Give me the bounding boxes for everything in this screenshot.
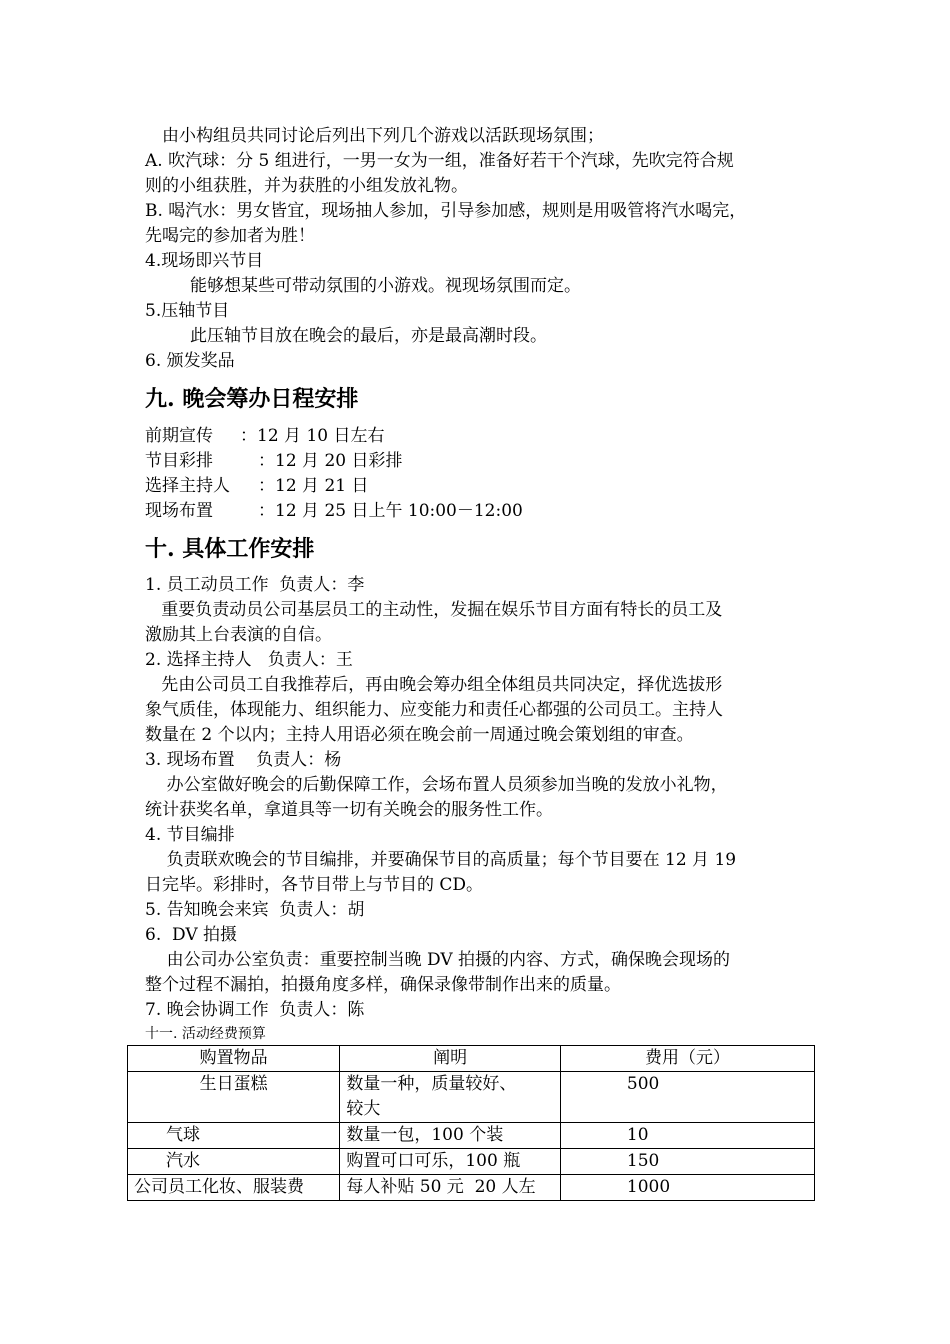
work-line: 5. 告知晚会来宾 负责人：胡 (145, 900, 365, 920)
work-line: 负责联欢晚会的节目编排，并要确保节目的高质量；每个节目要在 12 月 19 (145, 850, 737, 870)
work-line: 由公司办公室负责：重要控制当晚 DV 拍摄的内容、方式，确保晚会现场的 (145, 950, 731, 970)
schedule-label: 前期宣传 (145, 426, 213, 446)
budget-table (127, 1045, 815, 1201)
section11-heading: 十一. 活动经费预算 (145, 1026, 266, 1042)
schedule-value: ：12 月 20 日彩排 (258, 451, 403, 471)
table-row (128, 1123, 815, 1149)
header-item: 购置物品 (128, 1046, 340, 1072)
work-line: 日完毕。彩排时，各节目带上与节目的 CD。 (145, 875, 484, 895)
cell-cost: 150 (560, 1149, 814, 1175)
item5-title: 5.压轴节目 (145, 301, 230, 321)
work-line: 3. 现场布置 负责人：杨 (145, 750, 342, 770)
table-row (128, 1175, 815, 1201)
table-header-row (128, 1046, 815, 1072)
work-line: 象气质佳，体现能力、组织能力、应变能力和责任心都强的公司员工。主持人 (145, 700, 723, 720)
work-line: 激励其上台表演的自信。 (145, 625, 332, 645)
table-row (128, 1072, 815, 1123)
cell-cost: 10 (560, 1123, 814, 1149)
schedule-label: 节目彩排 (145, 451, 213, 471)
cell-desc: 每人补贴 50 元 20 人左 (340, 1175, 561, 1201)
header-cost: 费用（元） (560, 1046, 814, 1072)
work-line: 整个过程不漏拍，拍摄角度多样，确保录像带制作出来的质量。 (145, 975, 621, 995)
work-line: 1. 员工动员工作 负责人：李 (145, 575, 365, 595)
schedule-value: ：12 月 10 日左右 (240, 426, 385, 446)
cell-desc: 数量一包，100 个装 (340, 1123, 561, 1149)
section10-heading: 十. 具体工作安排 (145, 536, 315, 562)
work-line: 6. DV 拍摄 (145, 925, 238, 945)
cell-item: 公司员工化妆、服装费 (128, 1175, 340, 1201)
work-line: 7. 晚会协调工作 负责人：陈 (145, 1000, 365, 1020)
cell-item: 生日蛋糕 (128, 1072, 340, 1123)
work-line: 2. 选择主持人 负责人：王 (145, 650, 353, 670)
work-line: 4. 节目编排 (145, 825, 235, 845)
cell-desc-line: 较大 (346, 1099, 381, 1119)
game-b-line-2: 先喝完的参加者为胜！ (145, 226, 315, 246)
game-b-line-1: B. 喝汽水：男女皆宜，现场抽人参加，引导参加感，规则是用吸管将汽水喝完， (145, 201, 747, 221)
cell-desc (340, 1072, 561, 1123)
game-a-line-2: 则的小组获胜，并为获胜的小组发放礼物。 (145, 176, 468, 196)
cell-item: 气球 (128, 1123, 340, 1149)
table-row (128, 1149, 815, 1175)
work-line: 统计获奖名单，拿道具等一切有关晚会的服务性工作。 (145, 800, 553, 820)
cell-cost: 500 (560, 1072, 814, 1123)
item4-text: 能够想某些可带动氛围的小游戏。视现场氛围而定。 (190, 276, 581, 296)
cell-desc-line: 数量一种，质量较好、 (346, 1074, 517, 1094)
work-line: 重要负责动员公司基层员工的主动性，发掘在娱乐节目方面有特长的员工及 (145, 600, 723, 620)
work-line: 数量在 2 个以内；主持人用语必须在晚会前一周通过晚会策划组的审查。 (145, 725, 694, 745)
work-line: 先由公司员工自我推荐后，再由晚会筹办组全体组员共同决定，择优选拔形 (145, 675, 723, 695)
schedule-value: ：12 月 21 日 (258, 476, 369, 496)
schedule-label: 选择主持人 (145, 476, 230, 496)
item4-title: 4.现场即兴节目 (145, 251, 264, 271)
cell-cost: 1000 (560, 1175, 814, 1201)
work-line: 办公室做好晚会的后勤保障工作，会场布置人员须参加当晚的发放小礼物， (145, 775, 728, 795)
schedule-value: ：12 月 25 日上午 10:00－12:00 (258, 501, 523, 521)
game-a-line-1: A. 吹汽球：分 5 组进行，一男一女为一组，准备好若干个汽球，先吹完符合规 (145, 151, 734, 171)
schedule-label: 现场布置 (145, 501, 213, 521)
item5-text: 此压轴节目放在晚会的最后，亦是最高潮时段。 (190, 326, 547, 346)
intro-line: 由小构组员共同讨论后列出下列几个游戏以活跃现场氛围； (162, 126, 604, 146)
header-desc: 阐明 (340, 1046, 561, 1072)
section9-heading: 九. 晚会筹办日程安排 (145, 386, 359, 412)
item6-title: 6. 颁发奖品 (145, 351, 235, 371)
cell-desc: 购置可口可乐，100 瓶 (340, 1149, 561, 1175)
cell-item: 汽水 (128, 1149, 340, 1175)
